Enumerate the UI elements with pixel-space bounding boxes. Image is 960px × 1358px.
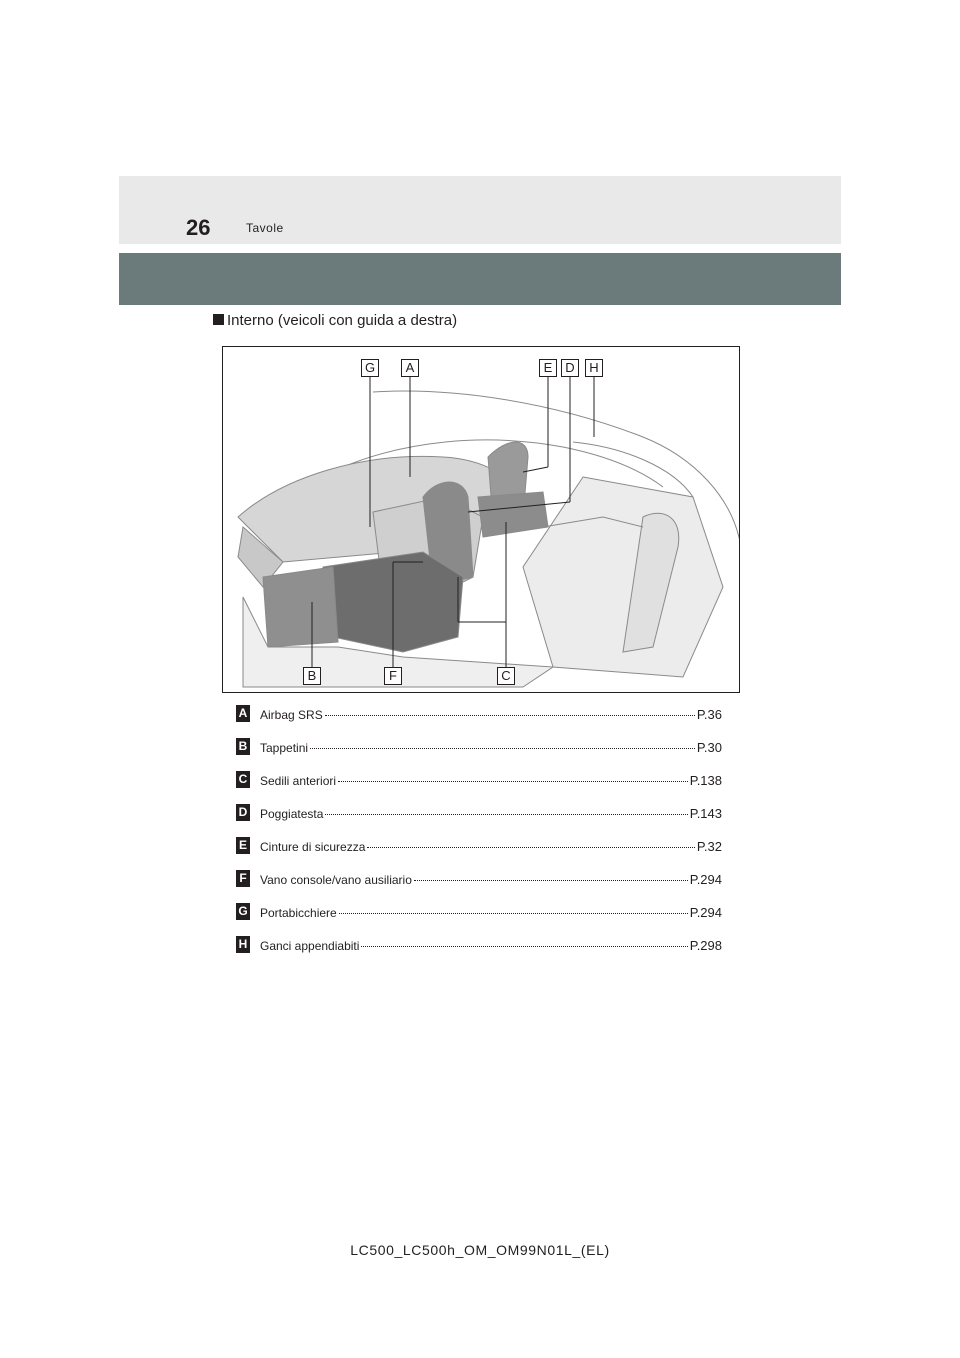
subheading-text: Interno (veicoli con guida a destra) [227,312,458,329]
legend-key: H [236,936,250,953]
leader-dots [339,913,688,914]
page-ref-link[interactable]: P.294 [689,905,722,920]
callout-b: B [303,667,321,685]
legend-label: Vano console/vano ausiliario [260,873,412,887]
legend-key: B [236,738,250,755]
legend-key: F [236,870,250,887]
legend-key: G [236,903,250,920]
legend-key: E [236,837,250,854]
page-ref-link[interactable]: P.298 [689,938,722,953]
callout-c: C [497,667,515,685]
legend-label: Airbag SRS [260,708,323,722]
callout-a: A [401,359,419,377]
subheading [213,312,457,329]
page-ref-link[interactable]: P.294 [689,872,722,887]
legend-row [236,936,722,969]
interior-illustration [222,346,740,693]
legend-label: Ganci appendiabiti [260,939,360,953]
leader-dots [338,781,688,782]
leader-dots [325,715,695,716]
callout-f: F [384,667,402,685]
leader-dots [367,847,695,848]
page-ref-link[interactable]: P.143 [689,806,722,821]
car-interior-drawing [223,347,740,693]
legend-row [236,705,722,738]
section-title: Tavole [246,221,284,235]
leader-dots [361,946,687,947]
page-ref-link[interactable]: P.138 [689,773,722,788]
legend-list [236,705,722,969]
callout-e: E [539,359,557,377]
page-ref-link[interactable]: P.32 [696,839,722,854]
header-band [119,253,841,305]
leader-dots [325,814,687,815]
legend-label: Sedili anteriori [260,774,337,788]
page-header [119,176,841,244]
legend-label: Cinture di sicurezza [260,840,366,854]
legend-row [236,804,722,837]
legend-key: C [236,771,250,788]
document-code: LC500_LC500h_OM_OM99N01L_(EL) [350,1242,610,1258]
callout-d: D [561,359,579,377]
page-ref-link[interactable]: P.30 [696,740,722,755]
legend-row [236,837,722,870]
legend-row [236,771,722,804]
leader-dots [310,748,695,749]
callout-g: G [361,359,379,377]
legend-label: Poggiatesta [260,807,324,821]
callout-h: H [585,359,603,377]
legend-key: A [236,705,250,722]
legend-key: D [236,804,250,821]
legend-row [236,903,722,936]
legend-row [236,738,722,771]
page-number: 26 [186,215,211,240]
leader-dots [414,880,688,881]
page-ref-link[interactable]: P.36 [696,707,722,722]
legend-label: Portabicchiere [260,906,337,920]
legend-row [236,870,722,903]
legend-label: Tappetini [260,741,309,755]
square-bullet-icon [213,314,224,325]
